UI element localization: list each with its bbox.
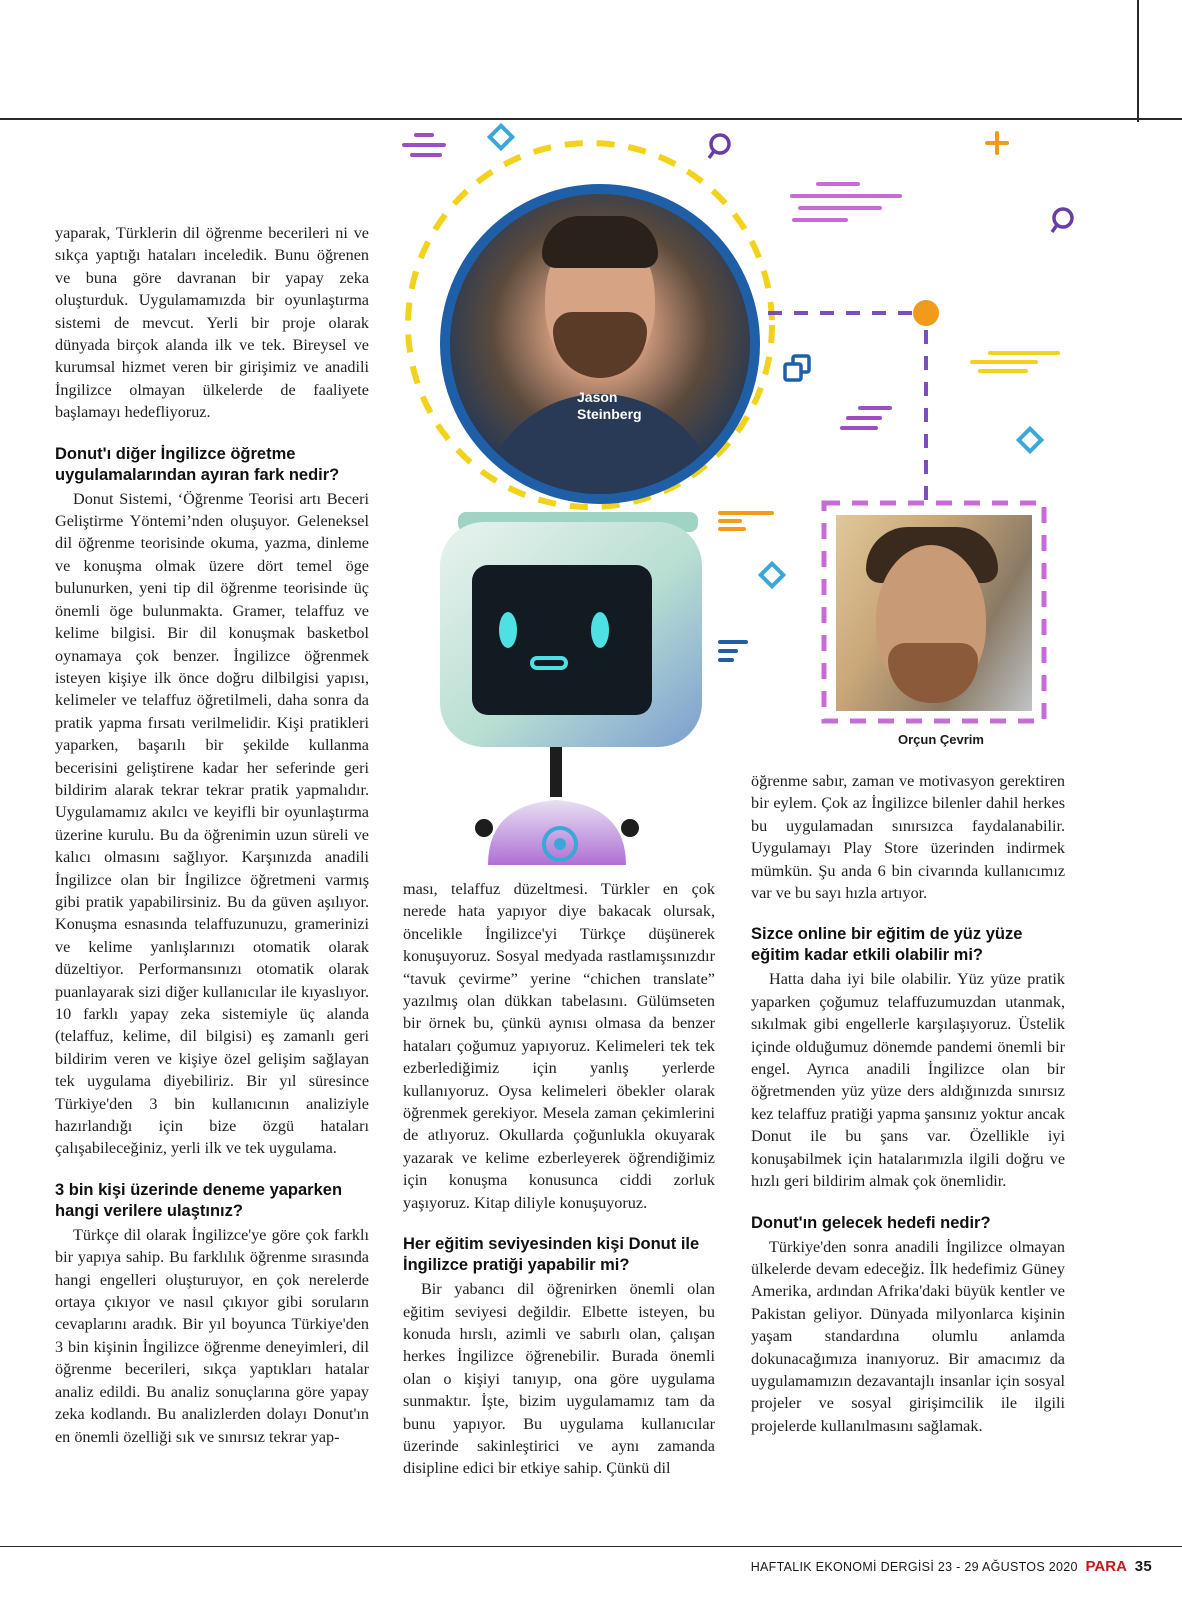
speech-bubble-icon — [1052, 209, 1072, 232]
blue-dash-stack — [720, 642, 746, 660]
paragraph: Bir yabancı dil öğrenirken önemli olan eğitim seviyesi değildir. Elbette isteyen, bu konuda hırslı, azimli ve sabırlı olan, çalışan herkes İngilizce öğrenebilir. Burada önemli olan o kişiyi tanıyıp, ona göre uygulama sunmaktır. İşte, bizim uygulamamız tam da bunu yapıyor. Bu uygulama kullanıcılar üzerinde sakinleştirici ve aynı zamanda disipline edici bir etkiye sahip. Çünkü dil — [403, 1280, 715, 1478]
question-heading: 3 bin kişi üzerinde deneme yaparken hangi verilere ulaştınız? — [55, 1180, 343, 1220]
magazine-name: HAFTALIK EKONOMİ DERGİSİ — [750, 1560, 935, 1574]
article-column-right — [751, 770, 1065, 1437]
paragraph: yaparak, Türklerin dil öğrenme becerileri ni ve sıkça yaptığı hataları inceledik. Bunu öğrenen ve buna göre davranan bir yapay zeka oluşturduk. Uygulamamızda bir oyunlaştırma sistemi de mevcut. Yerli bir proje olarak dünyada birçok alanda ilk ve tek. Bireysel ve kurumsal hizmet veren bir girişimiz ve anadili İngilizce olmayan ülkelerde de faaliyete başlamayı hedefliyoruz. — [55, 224, 369, 422]
jason-steinberg-photo — [440, 184, 760, 504]
question-heading: Her eğitim seviyesinden kişi Donut ile İngilizce pratiği yapabilir mi? — [403, 1235, 700, 1275]
question-heading: Sizce online bir eğitim de yüz yüze eğitim kadar etkili olabilir mi? — [751, 925, 1023, 965]
question-heading: Donut'ın gelecek hedefi nedir? — [751, 1213, 991, 1232]
yellow-dash-stack-right — [972, 353, 1058, 371]
bottom-rule — [0, 1546, 1182, 1547]
orcun-cevrim-photo — [836, 515, 1032, 711]
page-number: 35 — [1134, 1558, 1152, 1575]
purple-dash-stack-top-left — [404, 135, 444, 155]
paragraph: Hatta daha iyi bile olabilir. Yüz yüze pratik yaparken çoğumuz telaffuzumuzdan utanmak, sıkılmak gibi engellerle karşılaşıyoruz. Üstelik içinde olduğumuz dönemde pandemi önemli bir engel. Ayrıca anadili İngilizce olan bir öğretmenden yüz yüze ders aldığınızda sınırsız kez telaffuz pratiği yapma şansınız yoktur ancak Donut ile bu şans var. Özellikle iyi konuşabilmek için hatalarımızla ilgili doğru ve hızlı geri bildirim almak çok önemlidir. — [751, 970, 1065, 1191]
article-column-left — [55, 222, 369, 1448]
speech-bubble-icon — [709, 135, 729, 158]
page-footer — [751, 1558, 1152, 1575]
copy-icon — [785, 356, 809, 380]
caption-orcun: Orçun Çevrim — [898, 732, 984, 747]
paragraph: Donut Sistemi, ‘Öğrenme Teorisi artı Beceri Geliştirme Yöntemi’nden oluşuyor. Geleneksel dil öğrenme teorisinde okuma, yazma, dinleme ve konuşma olmak üzere dört temel öge bulunurken, yeni tip dil öğrenme teorisinde üç önemli öge bulunmakta. Gramer, telaffuz ve kelime bilgisi. Bir dil konuşmak basketbol oynamaya çok benzer. İngilizce öğrenmek isteyen kişiye ilk önce doğru dilbilgisi yapısı, kelimeler ve telaffuz öğretilmeli, daha sonra da pratik yapma fırsatı verilmelidir. Kişi pratikleri yaparken, başarılı bir şekilde kullanma becerisini geliştirene kadar her seferinde geri bildirim alarak tekrar tekrar pratik yapmalıdır. Uygulamamız akılcı ve keyifli bir oyunlaştırma üzerine kurulu. Bu da öğrenimin uzun süreli ve kalıcı olmasını sağlıyor. Karşınızda anadili İngilizce olan bir İngilizce öğretmeni varmış gibi pratik yapabilirsiniz. Bu da güven aşılıyor. Konuşma esnasında telaffuzunuzu, gramerinizi ve kelime yanlışlarınızı otomatik olarak düzeltiyor. Performansınızı otomatik olarak puanlayarak sizi diğer kullanıcılar ile kıyaslıyor. 10 farklı yapay zeka sistemiyle üç alanda (telaffuz, kelime, dil bilgisi) eş zamanlı geri bildirim veren ve kişiye özel gelişim sağlayan tek uygulama diyebiliriz. Bir yıl süresince Türkiye'den 3 bin kullanıcının analiziyle hazırlandığı için bize özgü hataları çalışabileceğiniz, yerli ilk ve tek uygulama. — [55, 489, 369, 1158]
paragraph: Türkçe dil olarak İngilizce'ye göre çok farklı bir yapıya sahip. Bu farklılık öğrenme sırasında hangi engelleri oluşturuyor, en çok nerelerde ortaya çıkıyor ve nasıl çıkıyor gibi soruların cevaplarını aradık. Bir yıl boyunca Türkiye'den 3 bin kişinin İngilizce öğrenme deneyimleri, dil öğrenme becerileri, sıkça yaptıkları hatalar analiz edildi. Bu analiz sonuçlarına göre yapay zeka kodlandı. Bu analizlerden dolayı Donut'ın en önemli özelliği sık ve sınırsız tekrar yap- — [55, 1225, 369, 1446]
paragraph: öğrenme sabır, zaman ve motivasyon gerektiren bir eylem. Çok az İngilizce bilenler dahil herkes bu uygulamadan sınırsızca faydalanabilir. Uygulamayı Play Store üzerinden indirmek mümkün. Şu anda 6 bin civarında kullanıcımız var ve bu sayı hızla artıyor. — [751, 772, 1065, 903]
portrait-beard — [553, 312, 647, 378]
robot-illustration — [440, 512, 702, 865]
article-column-middle — [403, 878, 715, 1480]
paragraph: ması, telaffuz düzeltmesi. Türkler en çok nerede hata yapıyor diye bakacak olursak, öncelikle İngilizce'yi Türkçe düşünerek konuşuyoruz. Sosyal medyada rastlamışsınızdır “tavuk çevirme” yerine “chichen translate” yazılmış olan dükkan tabelasını. Gülümseten bir örnek bu, çünkü aynısı olmasa da benzer hataları çoğumuz yapıyoruz. Kelimeleri tek tek ezberlediğimiz için yanlış yerlerde kullanıyoruz. Oysa kelimeleri öbekler olarak öğrenmek gerekiyor. Mesela zaman çekimlerini de atlıyoruz. Okullarda çoğunlukla okuyarak yazarak ve kelime ezberleyerek öğrendiğimiz için konuşma konusunca ciddi zorluk yaşıyoruz. Kitap diliyle konuşuyoruz. — [403, 880, 715, 1212]
orange-dash-stack — [720, 513, 772, 529]
blue-diamond-icon — [490, 126, 513, 149]
question-heading: Donut'ı diğer İngilizce öğretme uygulamalarından ayıran fark nedir? — [55, 444, 340, 484]
caption-jason-last: Steinberg — [577, 406, 642, 422]
blue-diamond-icon — [1019, 429, 1042, 452]
orange-node-dot — [913, 300, 939, 326]
portrait-beard — [888, 643, 978, 703]
issue-date: 23 - 29 AĞUSTOS 2020 — [937, 1560, 1078, 1574]
purple-dash-stack-mid — [842, 408, 890, 428]
caption-jason-first: Jason — [577, 389, 618, 405]
portrait-hair — [542, 216, 658, 268]
plus-icon — [987, 133, 1007, 153]
paragraph: Türkiye'den sonra anadili İngilizce olmayan ülkelerde devam edeceğiz. İlk hedefimiz Güney Amerika, ardından Afrika'daki büyük kentler ve Pakistan geliyor. Dünyada milyonlarca kişinin yaşam standardına olumlu anlamda dokunacağımıza inanıyoruz. Bir amacımız da uygulamamızın dezavantajlı insanlar için sosyal projeler ve sosyal girişimcilik ile ilgili projelerde kullanılmasını sağlamak. — [751, 1237, 1065, 1435]
brand-logo: PARA — [1085, 1558, 1127, 1575]
blue-diamond-icon — [761, 564, 784, 587]
pink-dash-stack-top-right — [792, 184, 900, 220]
